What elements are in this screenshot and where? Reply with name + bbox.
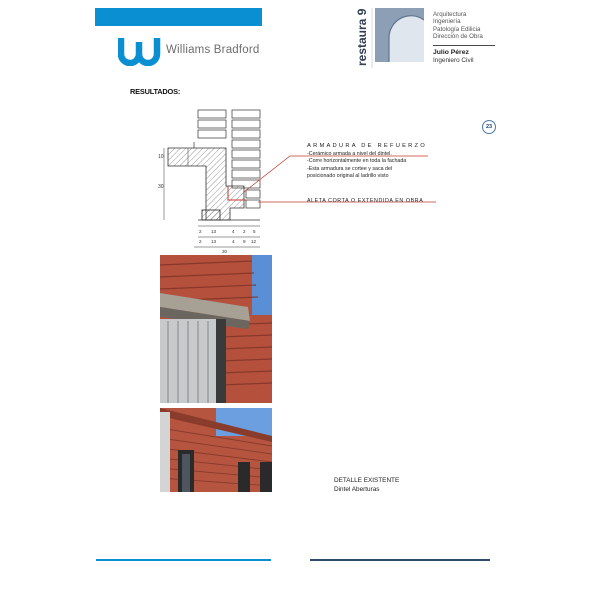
dim-label: 13 [211, 229, 217, 234]
dim-top: 10 [158, 154, 164, 160]
fin-note: ALETA CORTA O EXTENDIDA EN OBRA [307, 198, 424, 204]
dim-label: 9 [243, 239, 246, 244]
dim-label: 2 [199, 239, 202, 244]
dim-label: 4 [232, 229, 235, 234]
notes-title: ARMADURA DE REFUERZO [307, 143, 428, 149]
author-title: Ingeniero Civil [433, 56, 474, 64]
header-blue-bar [95, 8, 262, 26]
publication-title: restaura 9 [355, 8, 369, 66]
discipline-item: Dirección de Obra [433, 33, 483, 41]
notes-line: -Corre horizontalmente en toda la fachada [307, 158, 407, 165]
discipline-item: Arquitectura [433, 11, 467, 18]
reinforcement-notes [307, 143, 427, 180]
caption-title: DETALLE EXISTENTE [334, 477, 400, 484]
dim-label: 2 [199, 229, 202, 234]
dim-mid: 30 [158, 184, 164, 190]
author-block [433, 49, 474, 64]
notes-line: posicionado original al ladrillo visto [307, 172, 389, 179]
dim-label: 2 [243, 229, 246, 234]
dim-label: 13 [211, 239, 217, 244]
author-name: Julio Pérez [433, 49, 469, 56]
dim-label: 5 [253, 229, 256, 234]
lintel-section-drawing [158, 108, 438, 256]
discipline-item: Ingeniería [433, 18, 461, 26]
brick-column-left [198, 110, 226, 138]
dim-label: 4 [232, 239, 235, 244]
dim-total: 30 [222, 249, 228, 254]
section-title: RESULTADOS: [130, 87, 181, 96]
footer-line-left [96, 559, 271, 561]
notes-line: -Cerámico armada a nivel del dintel. [307, 151, 392, 158]
photo-caption [334, 477, 399, 494]
dim-label: 12 [251, 239, 257, 244]
photo-lintel-detail [160, 255, 272, 403]
window-frame [202, 210, 220, 220]
brand-logo [118, 38, 162, 66]
discipline-item: Patología Edilicia [433, 25, 481, 33]
disciplines-list [433, 11, 483, 41]
photo-facade-openings [160, 408, 272, 492]
brand-name: Williams Bradford [166, 44, 260, 56]
caption-subtitle: Dintel Aberturas [334, 485, 380, 493]
notes-line: -Esta armadura se cortee y saca del [307, 165, 393, 172]
footer-line-right [310, 559, 490, 561]
page-number: 23 [482, 120, 496, 134]
arch-icon [375, 8, 424, 62]
info-divider [433, 45, 495, 46]
